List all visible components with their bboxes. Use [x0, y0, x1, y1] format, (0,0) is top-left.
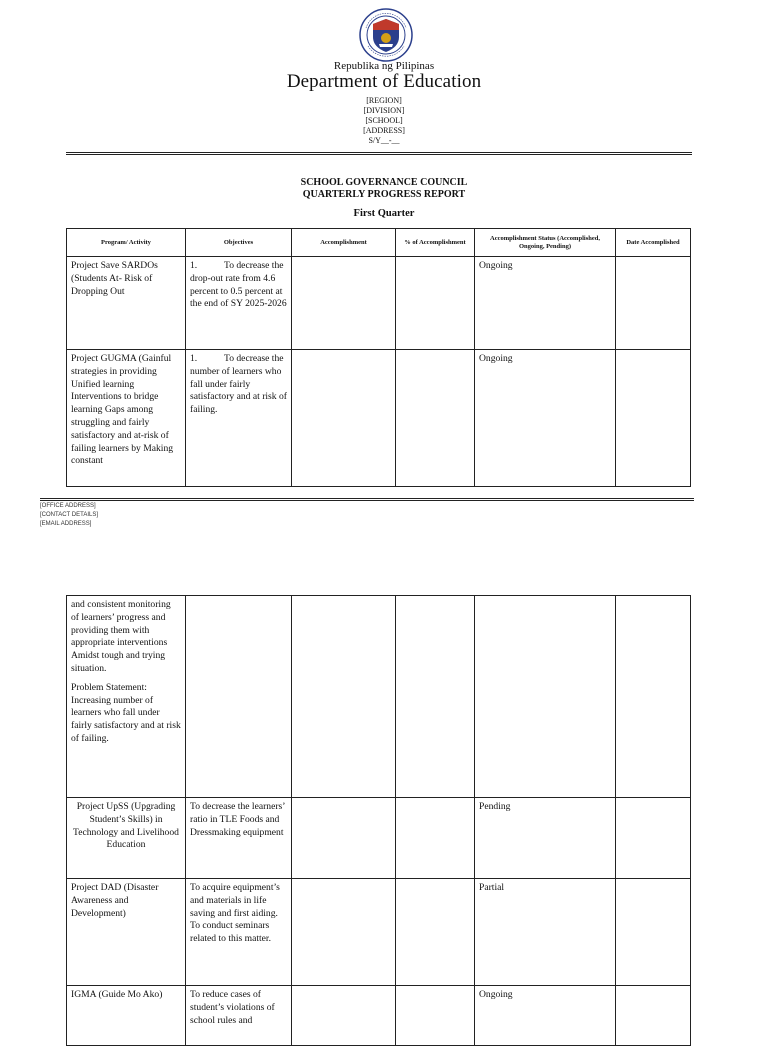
contact-details: [CONTACT DETAILS]	[40, 512, 99, 518]
header-status: Accomplishment Status (Accomplished, Ongoing, Pending)	[475, 229, 616, 257]
objective-cell: To reduce cases of student’s violations of school rules and	[186, 986, 292, 1046]
objective-number: 1.	[190, 260, 198, 271]
table-row	[67, 879, 691, 986]
header-objectives: Objectives	[186, 229, 292, 257]
table-row	[67, 986, 691, 1046]
department-title: Department of Education	[286, 71, 482, 92]
header-percent: % of Accomplishment	[396, 229, 475, 257]
objective-text: To decrease the number of learners who fall under fairly satisfactory and at risk of failing.	[190, 353, 287, 416]
school-year-placeholder: S/Y__-__	[368, 136, 400, 145]
date-cell	[616, 986, 691, 1046]
address-placeholder: [ADDRESS]	[363, 126, 405, 135]
objective-cell	[186, 350, 292, 487]
report-title-line1: SCHOOL GOVERNANCE COUNCIL	[300, 177, 468, 188]
objective-cell	[186, 596, 292, 798]
table-row	[67, 257, 691, 350]
progress-table-page2	[66, 595, 691, 1046]
header-divider-2	[66, 154, 692, 155]
program-cell	[67, 596, 186, 798]
program-cell: IGMA (Guide Mo Ako)	[67, 986, 186, 1046]
school-placeholder: [SCHOOL]	[365, 116, 403, 125]
problem-statement: Problem Statement: Increasing number of learners who fall under fairly satisfactory and at risk of failing.	[71, 681, 181, 744]
header-program: Program/ Activity	[67, 229, 186, 257]
status-cell: Pending	[475, 798, 616, 879]
header-accomplishment: Accomplishment	[292, 229, 396, 257]
table-header-row	[67, 229, 691, 257]
percent-cell	[396, 798, 475, 879]
quarter-label: First Quarter	[353, 208, 415, 219]
footer-divider	[40, 498, 694, 499]
status-cell	[475, 596, 616, 798]
status-cell: Partial	[475, 879, 616, 986]
header-date: Date Accomplished	[616, 229, 691, 257]
report-title-line2: QUARTERLY PROGRESS REPORT	[302, 189, 466, 200]
table-row	[67, 798, 691, 879]
program-continuation: and consistent monitoring of learners’ progress and providing them with appropriate interventions Amidst tough and trying situation.	[71, 599, 171, 674]
percent-cell	[396, 350, 475, 487]
office-address: [OFFICE ADDRESS]	[40, 503, 96, 509]
objective-cell	[186, 257, 292, 350]
percent-cell	[396, 986, 475, 1046]
accomplishment-cell	[292, 257, 396, 350]
date-cell	[616, 596, 691, 798]
deped-seal-logo	[359, 8, 413, 62]
program-cell: Project UpSS (Upgrading Student’s Skills) in Technology and Livelihood Education	[67, 798, 186, 879]
table-row	[67, 596, 691, 798]
percent-cell	[396, 596, 475, 798]
accomplishment-cell	[292, 350, 396, 487]
header-divider	[66, 152, 692, 153]
accomplishment-cell	[292, 798, 396, 879]
percent-cell	[396, 257, 475, 350]
percent-cell	[396, 879, 475, 986]
accomplishment-cell	[292, 596, 396, 798]
date-cell	[616, 798, 691, 879]
republic-label: Republika ng Pilipinas	[333, 60, 435, 72]
objective-text: To decrease the drop-out rate from 4.6 percent to 0.5 percent at the end of SY 2025-2026	[190, 260, 287, 310]
program-cell: Project DAD (Disaster Awareness and Development)	[67, 879, 186, 986]
program-cell: Project Save SARDOs (Students At- Risk of Dropping Out	[67, 257, 186, 350]
table-row	[67, 350, 691, 487]
date-cell	[616, 350, 691, 487]
status-cell: Ongoing	[475, 986, 616, 1046]
region-placeholder: [REGION]	[366, 96, 402, 105]
objective-cell: To acquire equipment’s and materials in life saving and first aiding. To conduct seminars related to this matter.	[186, 879, 292, 986]
date-cell	[616, 257, 691, 350]
email-address: [EMAIL ADDRESS]	[40, 521, 92, 527]
division-placeholder: [DIVISION]	[363, 106, 405, 115]
accomplishment-cell	[292, 879, 396, 986]
date-cell	[616, 879, 691, 986]
status-cell: Ongoing	[475, 350, 616, 487]
progress-table-page1	[66, 228, 691, 487]
objective-number: 1.	[190, 353, 198, 364]
footer-divider-2	[40, 500, 694, 501]
accomplishment-cell	[292, 986, 396, 1046]
program-cell: Project GUGMA (Gainful strategies in providing Unified learning Interventions to bridge learning Gaps among struggling and fairly satisfactory and at-risk of failing learners by Making constant	[67, 350, 186, 487]
objective-cell: To decrease the learners’ ratio in TLE Foods and Dressmaking equipment	[186, 798, 292, 879]
status-cell: Ongoing	[475, 257, 616, 350]
